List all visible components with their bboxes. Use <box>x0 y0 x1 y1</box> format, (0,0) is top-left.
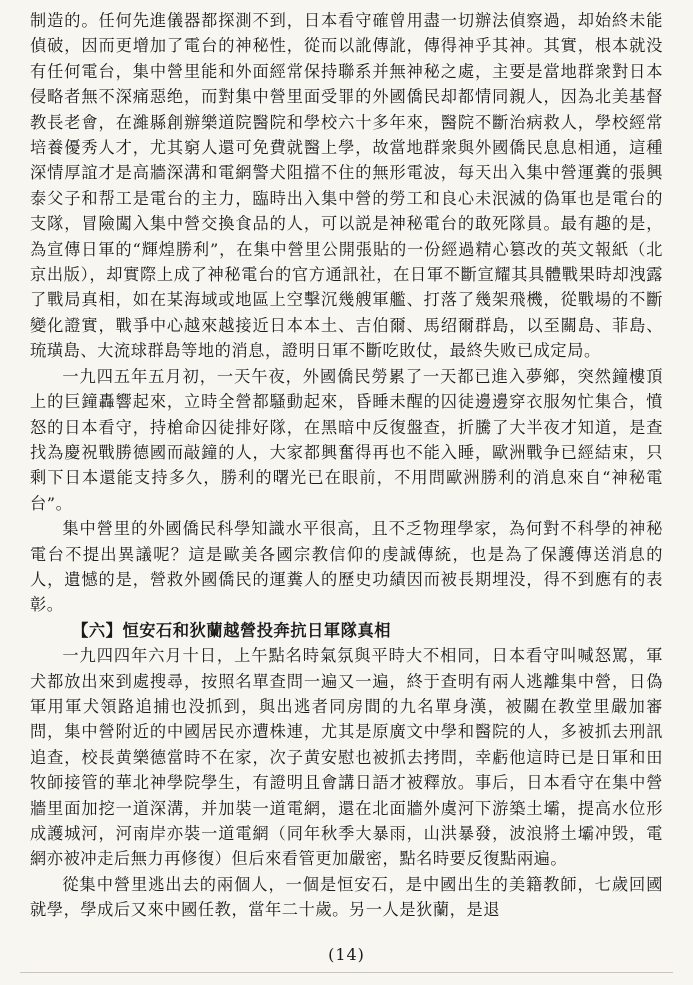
paragraph-mysterious-radio: 制造的。任何先進儀器都探測不到，日本看守確曾用盡一切辦法偵察過，却始終未能偵破，因而更增加了電台的神秘性，從而以訛傳訛，傳得神乎其神。其實，根本就没有任何電台，集中營里能和外面經常保持聯系并無神秘之處，主要是當地群衆對日本侵略者無不深痛惡绝，而對集中營里面受罪的外國僑民却都情同親人，因為北美基督教長老會，在濰縣創辦樂道院醫院和學校六十多年來，醫院不斷治病救人，學校經常培養優秀人才，尤其窮人還可免費就醫上學，故當地群衆與外國僑民息息相通，這種深情厚誼才是高牆深溝和電網警犬阻擋不住的無形電波，每天出入集中營運糞的張興泰父子和帮工是電台的主力，臨時出入集中營的勞工和良心未泯滅的偽軍也是電台的支隊，冒險闖入集中營交換食品的人，可以説是神秘電台的敢死隊員。最有趣的是，為宣傳日軍的“輝煌勝利”，在集中營里公開張貼的一份經過精心篡改的英文報紙（北京出版），却實際上成了神秘電台的官方通訊社，在日軍不斷宣耀其具體戰果時却洩露了戰局真相，如在某海域或地區上空擊沉幾艘軍艦、打落了幾架飛機，從戰場的不斷變化證實，戰爭中心越來越接近日本本土、吉伯爾、馬绍爾群島，以至關島、菲島、琉璜島、大流球群島等地的消息，證明日軍不斷吃敗仗，最終失败已成定局。 <box>30 11 663 361</box>
body-text <box>30 8 663 923</box>
section-heading: 【六】恒安石和狄蘭越營投奔抗日軍隊真相 <box>72 620 392 640</box>
paragraph-escape-1944: 一九四四年六月十日，上午點名時氣氛與平時大不相同，日本看守叫喊怒罵，軍犬都放出來到處搜尋，按照名單查問一遍又一遍，終于查明有兩人逃離集中營，日偽軍用軍犬領路追捕也没抓到，與出逃者同房間的九名單身漢，被關在教堂里嚴加審問，集中營附近的中國居民亦遭株連，尤其是原廣文中學和醫院的人，多被抓去刑訊追查，校長黄樂德當時不在家，次子黄安慰也被抓去拷問，幸虧他這時已是日軍和田牧師接管的華北神學院學生，有證明且會講日語才被釋放。事后，日本看守在集中營牆里面加挖一道深溝，并加裝一道電網，還在北面牆外虞河下游築土壩，提高水位形成護城河，河南岸亦裝一道電網（同年秋季大暴雨，山洪暴發，波浪將土壩冲毁，電網亦被冲走后無力再修復）但后來看管更加嚴密，點名時要反復點兩遍。 <box>30 646 663 869</box>
paragraph-escapees: 從集中營里逃出去的兩個人，一個是恒安石，是中國出生的美籍教師，七歲回國就學，學成后又來中國任教，當年二十歲。另一人是狄蘭，是退 <box>30 874 663 920</box>
paragraph-scientific-knowledge: 集中營里的外國僑民科學知識水平很高，且不乏物理學家，為何對不科學的神秘電台不提出異議呢？這是歐美各國宗教信仰的虔誠傳統，也是為了保護傳送消息的人，遺憾的是，營救外國僑民的運糞人的歷史功績因而被長期埋没，得不到應有的表彰。 <box>30 519 663 615</box>
bottom-divider <box>20 972 673 973</box>
paragraph-bell-1945: 一九四五年五月初，一天午夜，外國僑民勞累了一天都已進入夢鄉，突然鐘樓頂上的巨鐘轟響起來，立時全營都騷動起來，昏睡未醒的囚徒邊邊穿衣服匆忙集合，憤怒的日本看守，持槍命囚徒排好隊，在黑暗中反復盤查，折騰了大半夜才知道，是查找為慶祝戰勝德國而敲鐘的人，大家都興奮得再也不能入睡，歐洲戰争已經結束，只剩下日本還能支持多久，勝利的曙光已在眼前，不用問歐洲勝利的消息來自“神秘電台”。 <box>30 366 663 513</box>
page-number: (14) <box>328 945 365 964</box>
